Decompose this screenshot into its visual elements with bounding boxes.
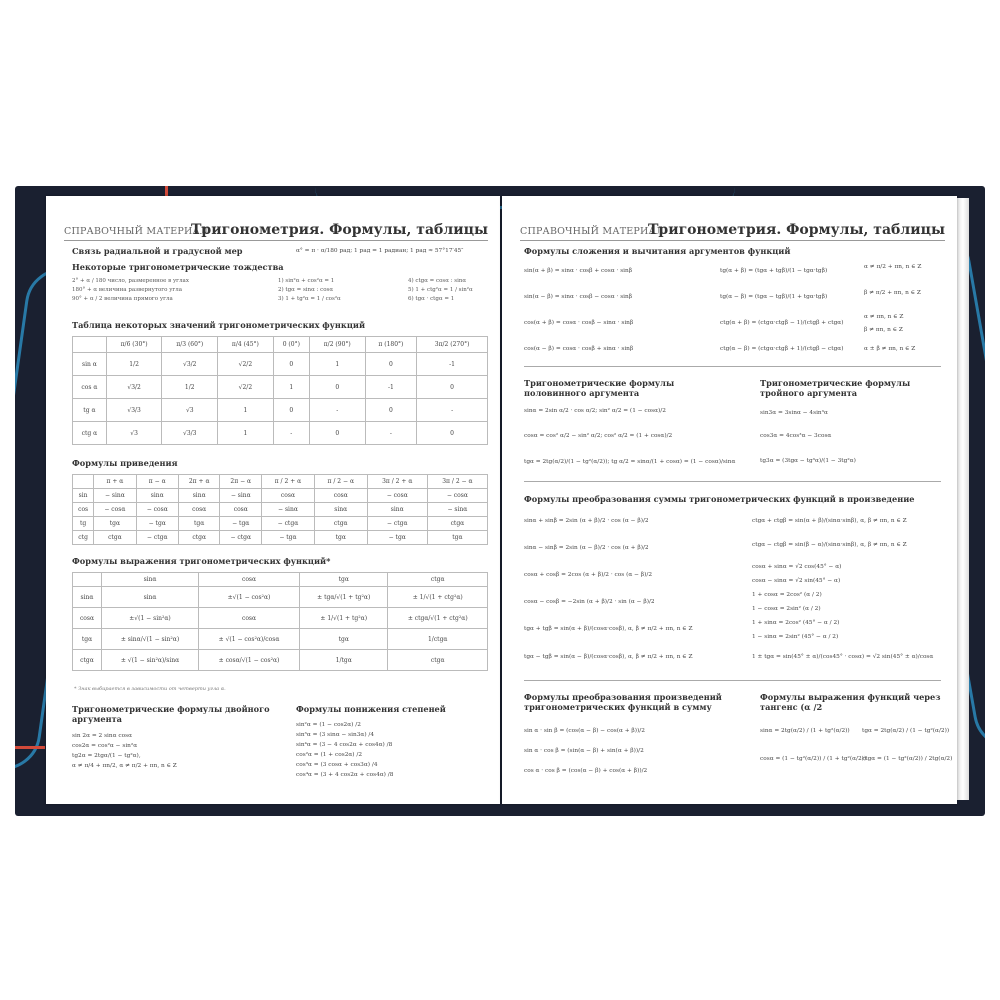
identity: 4) ctgα = cosα : sinα [408,278,467,284]
formula: ctg(α + β) = (ctgα·ctgβ − 1)/(ctgβ + ctgα) [720,320,844,326]
header-title: Тригонометрия. Формулы, таблицы [647,222,945,238]
table-row: π/6 (30°) π/3 (60°) π/4 (45°) 0 (0°) π/2 (90°) π (180°) 3π/2 (270°) [73,337,488,353]
condition: α ≠ πn, n ∈ Z [864,314,904,320]
section-title: Таблица некоторых значений тригонометрических функций [72,320,366,330]
table-row: tg tgα − tgα tgα − tgα − ctgα ctgα − ctgα ctgα [73,517,488,531]
identity: 180° + α величина развернутого угла [72,287,183,293]
formula: cosα + cosβ = 2cos (α + β)/2 · cos (α − β)/2 [524,572,653,578]
page-header [64,218,488,241]
divider [524,366,941,367]
formula: sinα = 2tg(α/2) / (1 + tg²(α/2)) [760,728,850,734]
formula: 1 ± tgα = sin(45° ± α)/(cos45° · cosα) = √2 sin(45° ± α)/cosα [752,654,934,660]
table-row: sin − sinα sinα sinα − sinα cosα cosα − cosα − cosα [73,489,488,503]
table-row: sinα cosα tgα ctgα [73,573,488,587]
table-row: tgα ± sinα/√(1 − sin²α) ± √(1 − cos²α)/cosα tgα 1/ctgα [73,629,488,650]
condition: α ± β ≠ πn, n ∈ Z [864,346,916,352]
expression-table [72,572,488,671]
condition: β ≠ πn, n ∈ Z [864,327,903,333]
formula: ctgα + ctgβ = sin(α + β)/(sinα·sinβ), α, β ≠ πn, n ∈ Z [752,518,907,524]
page-edges [957,198,969,800]
section-title: Тригонометрические формулы двойного аргумента [72,704,270,724]
table-row: ctg α √3 √3/3 1 - 0 - 0 [73,422,488,445]
section-title: Формулы преобразования суммы тригонометрических функций в произведение [524,494,915,504]
page-header [520,218,945,241]
section-title: Формулы преобразования произведений тригонометрических функций в сумму [524,692,722,712]
formula: cos³α = (3 cosα + cos3α) /4 [296,762,378,768]
table-row: tg α √3/3 √3 1 0 - 0 - [73,399,488,422]
formula: cosα − cosβ = −2sin (α + β)/2 · sin (α − β)/2 [524,599,655,605]
cover-decoration [15,746,45,749]
table-row: cos α √3/2 1/2 √2/2 1 0 -1 0 [73,376,488,399]
formula: α° = π · α/180 рад; 1 рад = 1 радиан; 1 рад ≈ 57°17′45″ [296,248,464,254]
values-table [72,336,488,445]
formula: cosα − sinα = √2 sin(45° − α) [752,578,841,584]
formula: 1 + sinα = 2cos² (45° − α / 2) [752,620,840,626]
formula: tgα = 2tg(α/2)/(1 − tg²(α/2)); tg α/2 = sinα/(1 + cosα) = (1 − cosα)/sinα [524,459,736,465]
table-row: sinα sinα ±√(1 − cos²α) ± tgα/√(1 + tg²α) ± 1/√(1 + ctg²α) [73,587,488,608]
identity: 2° + α / 180 число, размеренное в углах [72,278,189,284]
formula: tgα = 2tg(α/2) / (1 − tg²(α/2)) [862,728,950,734]
formula: cosα = cos² α/2 − sin² α/2; cos² α/2 = (1 + cosα)/2 [524,433,673,439]
left-page [46,196,500,804]
formula: tgα − tgβ = sin(α − β)/(cosα·cosβ), α, β ≠ π/2 + πn, n ∈ Z [524,654,693,660]
table-row: cosα ±√(1 − sin²α) cosα ± 1/√(1 + tg²α) ± ctgα/√(1 + ctg²α) [73,608,488,629]
formula: sin⁴α = (3 − 4 cos2α + cos4α) /8 [296,742,393,748]
header-title: Тригонометрия. Формулы, таблицы [190,222,488,238]
identity: 6) tgα · ctgα = 1 [408,296,455,302]
identity: 90° + α / 2 величина прямого угла [72,296,173,302]
section-title: Формулы выражения тригонометрических функций* [72,556,331,566]
identity: 1) sin²α + cos²α = 1 [278,278,335,284]
divider [524,680,941,681]
table-row: sin α 1/2 √3/2 √2/2 0 1 0 -1 [73,353,488,376]
condition: α ≠ π/2 + πn, n ∈ Z [864,264,922,270]
formula: cosα = (1 − tg²(α/2)) / (1 + tg²(α/2)) [760,756,867,762]
section-title: Связь радиальной и градусной мер [72,246,243,256]
formula: 1 + cosα = 2cos² (α / 2) [752,592,822,598]
section-title: Формулы выражения функций через тангенс (α /2 [760,692,941,712]
section-title: Тригонометрические формулы тройного аргумента [760,378,911,398]
formula: ctg(α − β) = (ctgα·ctgβ + 1)/(ctgβ − ctgα) [720,346,844,352]
formula: tg3α = (3tgα − tg³α)/(1 − 3tg²α) [760,458,856,464]
formula: cos⁴α = (3 + 4 cos2α + cos4α) /8 [296,772,394,778]
formula: cos²α = (1 + cos2α) /2 [296,752,363,758]
table-row: cos − cosα − cosα cosα cosα − sinα sinα sinα − sinα [73,503,488,517]
section-title: Формулы понижения степеней [296,704,446,714]
formula: sin²α = (1 − cos2α) /2 [296,722,361,728]
header-category: СПРАВОЧНЫЙ МАТЕРИАЛ [64,226,208,237]
formula: ctgα = (1 − tg²(α/2)) / 2tg(α/2) [862,756,953,762]
formula: tg(α + β) = (tgα + tgβ)/(1 − tgα·tgβ) [720,268,828,274]
formula: sinα + sinβ = 2sin (α + β)/2 · cos (α − β)/2 [524,518,649,524]
formula: cos α · cos β = (cos(α − β) + cos(α + β))/2 [524,768,648,774]
right-page [502,196,957,804]
formula: sin α · sin β = (cos(α − β) − cos(α + β))/2 [524,728,645,734]
reduction-table [72,474,488,545]
formula: sin 2α = 2 sinα cosα [72,733,133,739]
formula: 1 − cosα = 2sin² (α / 2) [752,606,821,612]
identity: 5) 1 + ctg²α = 1 / sin²α [408,287,473,293]
header-category: СПРАВОЧНЫЙ МАТЕРИАЛ [520,226,664,237]
identity: 2) tgα = sinα : cosα [278,287,334,293]
formula: sinα = 2sin α/2 · cos α/2; sin² α/2 = (1 − cosα)/2 [524,408,666,414]
condition: β ≠ π/2 + πn, n ∈ Z [864,290,921,296]
formula: ctgα − ctgβ = sin(β − α)/(sinα·sinβ), α, β ≠ πn, n ∈ Z [752,542,907,548]
formula: cosα + sinα = √2 cos(45° − α) [752,564,842,570]
formula: tg(α − β) = (tgα − tgβ)/(1 + tgα·tgβ) [720,294,828,300]
formula: cos(α − β) = cosα · cosβ + sinα · sinβ [524,346,634,352]
formula: α ≠ π/4 + πn/2, α ≠ π/2 + πn, n ∈ Z [72,763,177,769]
section-title: Некоторые тригонометрические тождества [72,262,284,272]
formula: 1 − sinα = 2sin² (45° − α / 2) [752,634,839,640]
formula: sin(α − β) = sinα · cosβ − cosα · sinβ [524,294,633,300]
formula: cos2α = cos²α − sin²α [72,743,138,749]
formula: cos3α = 4cos³α − 3cosα [760,433,832,439]
table-row: π + α π − α 2π + α 2π − α π / 2 + α π / 2 − α 3π / 2 + α 3π / 2 − α [73,475,488,489]
divider [524,481,941,482]
section-title: Формулы сложения и вычитания аргументов функций [524,246,791,256]
table-row: ctgα ± √(1 − sin²α)/sinα ± cosα/√(1 − cos²α) 1/tgα ctgα [73,650,488,671]
formula: cos(α + β) = cosα · cosβ − sinα · sinβ [524,320,634,326]
formula: sinα − sinβ = 2sin (α − β)/2 · cos (α + β)/2 [524,545,649,551]
formula: tgα + tgβ = sin(α + β)/(cosα·cosβ), α, β ≠ π/2 + πn, n ∈ Z [524,626,693,632]
section-title: Формулы приведения [72,458,178,468]
formula: sin(α + β) = sinα · cosβ + cosα · sinβ [524,268,633,274]
table-row: ctg ctgα − ctgα ctgα − ctgα − tgα tgα − tgα tgα [73,531,488,545]
footnote: * Знак выбирается в зависимости от четверти угла α. [74,686,226,692]
identity: 3) 1 + tg²α = 1 / cos²α [278,296,341,302]
formula: sin3α = 3sinα − 4sin³α [760,410,828,416]
formula: sin α · cos β = (sin(α − β) + sin(α + β))/2 [524,748,644,754]
formula: sin³α = (3 sinα − sin3α) /4 [296,732,375,738]
section-title: Тригонометрические формулы половинного аргумента [524,378,675,398]
formula: tg2α = 2tgα/(1 − tg²α), [72,753,141,759]
